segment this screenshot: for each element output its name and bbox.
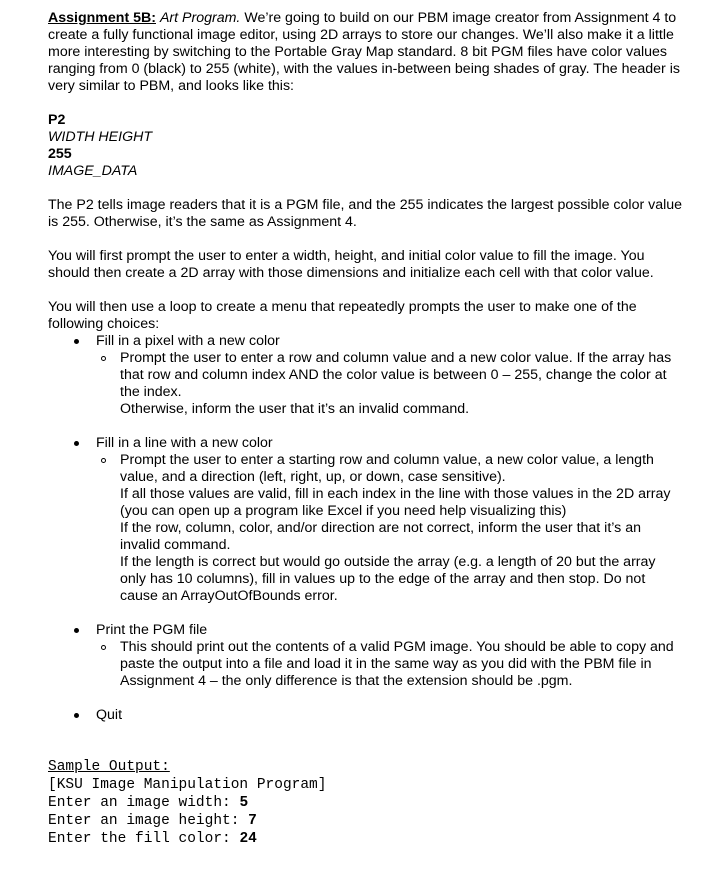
menu-item-fill-line: [48, 435, 683, 452]
subitem-text: Otherwise, inform the user that it’s an invalid command.: [120, 401, 470, 417]
sample-output-line: [KSU Image Manipulation Program]: [48, 777, 327, 793]
menu-item-label: Fill in a line with a new color: [96, 435, 273, 451]
assignment-document: [48, 10, 683, 848]
subitem-text: If all those values are valid, fill in each index in the line with those values in the 2D array (you can open up a program like Excel if you need help visualizing this): [120, 486, 671, 519]
p2-explanation-paragraph: The P2 tells image readers that it is a PGM file, and the 255 indicates the largest possible color value is 255. Otherwise, it’s the same as Assignment 4.: [48, 197, 683, 230]
menu-item-print-pgm: [48, 622, 683, 639]
assignment-title: Assignment 5B:: [48, 10, 156, 26]
prompt-paragraph: You will first prompt the user to enter a width, height, and initial color value to fill the image. You should then create a 2D array with those dimensions and initialize each cell with that color value.: [48, 248, 654, 281]
menu-item-fill-pixel: [48, 333, 683, 350]
intro-text: We’re going to build on our PBM image creator from Assignment 4 to create a fully functional image editor, using 2D arrays to store our changes. We’ll also make it a little more interesting by switching to the Portable Gray Map standard. 8 bit PGM files have color values ranging from 0 (black) to 255 (white), with the values in-between being shades of gray. The header is very similar to PBM, and looks like this:: [48, 10, 680, 94]
header-line-maxval: 255: [48, 146, 72, 162]
intro-paragraph: [48, 10, 683, 95]
header-line-data: IMAGE_DATA: [48, 163, 138, 179]
subitem-text: If the row, column, color, and/or direction are not correct, inform the user that it’s an invalid command.: [120, 520, 641, 553]
subitem-text: This should print out the contents of a valid PGM image. You should be able to copy and paste the output into a file and load it in the same way as you did with the PBM file in Assignment 4 – the only difference is that the extension should be .pgm.: [120, 639, 674, 689]
menu-subitem-fill-line: [48, 452, 683, 605]
sample-output-block: [48, 758, 683, 848]
menu-subitem-print-pgm: [48, 639, 683, 690]
menu-item-label: Quit: [96, 707, 123, 723]
sample-output-line: Enter an image width: 5: [48, 795, 249, 811]
menu-item-quit: [48, 707, 683, 724]
assignment-subtitle: Art Program.: [159, 10, 241, 26]
sample-output-heading: Sample Output:: [48, 759, 170, 775]
menu-intro-paragraph: You will then use a loop to create a menu that repeatedly prompts the user to make one of the following choices:: [48, 299, 637, 332]
menu-subitem-fill-pixel: [48, 350, 683, 418]
subitem-text: Prompt the user to enter a row and column value and a new color value. If the array has that row and column index AND the color value is between 0 – 255, change the color at the index.: [120, 350, 672, 400]
menu-item-label: Fill in a pixel with a new color: [96, 333, 280, 349]
sample-output-line: Enter the fill color: 24: [48, 831, 257, 847]
header-line-p2: P2: [48, 112, 66, 128]
subitem-text: Prompt the user to enter a starting row and column value, a new color value, a length value, and a direction (left, right, up, or down, case sensitive).: [120, 452, 654, 485]
sample-output-line: Enter an image height: 7: [48, 813, 257, 829]
subitem-text: If the length is correct but would go outside the array (e.g. a length of 20 but the array only has 10 columns), fill in values up to the edge of the array and then stop. Do not cause an ArrayOutOfBounds error.: [120, 554, 656, 604]
menu-item-label: Print the PGM file: [96, 622, 208, 638]
header-line-dimensions: WIDTH HEIGHT: [48, 129, 153, 145]
